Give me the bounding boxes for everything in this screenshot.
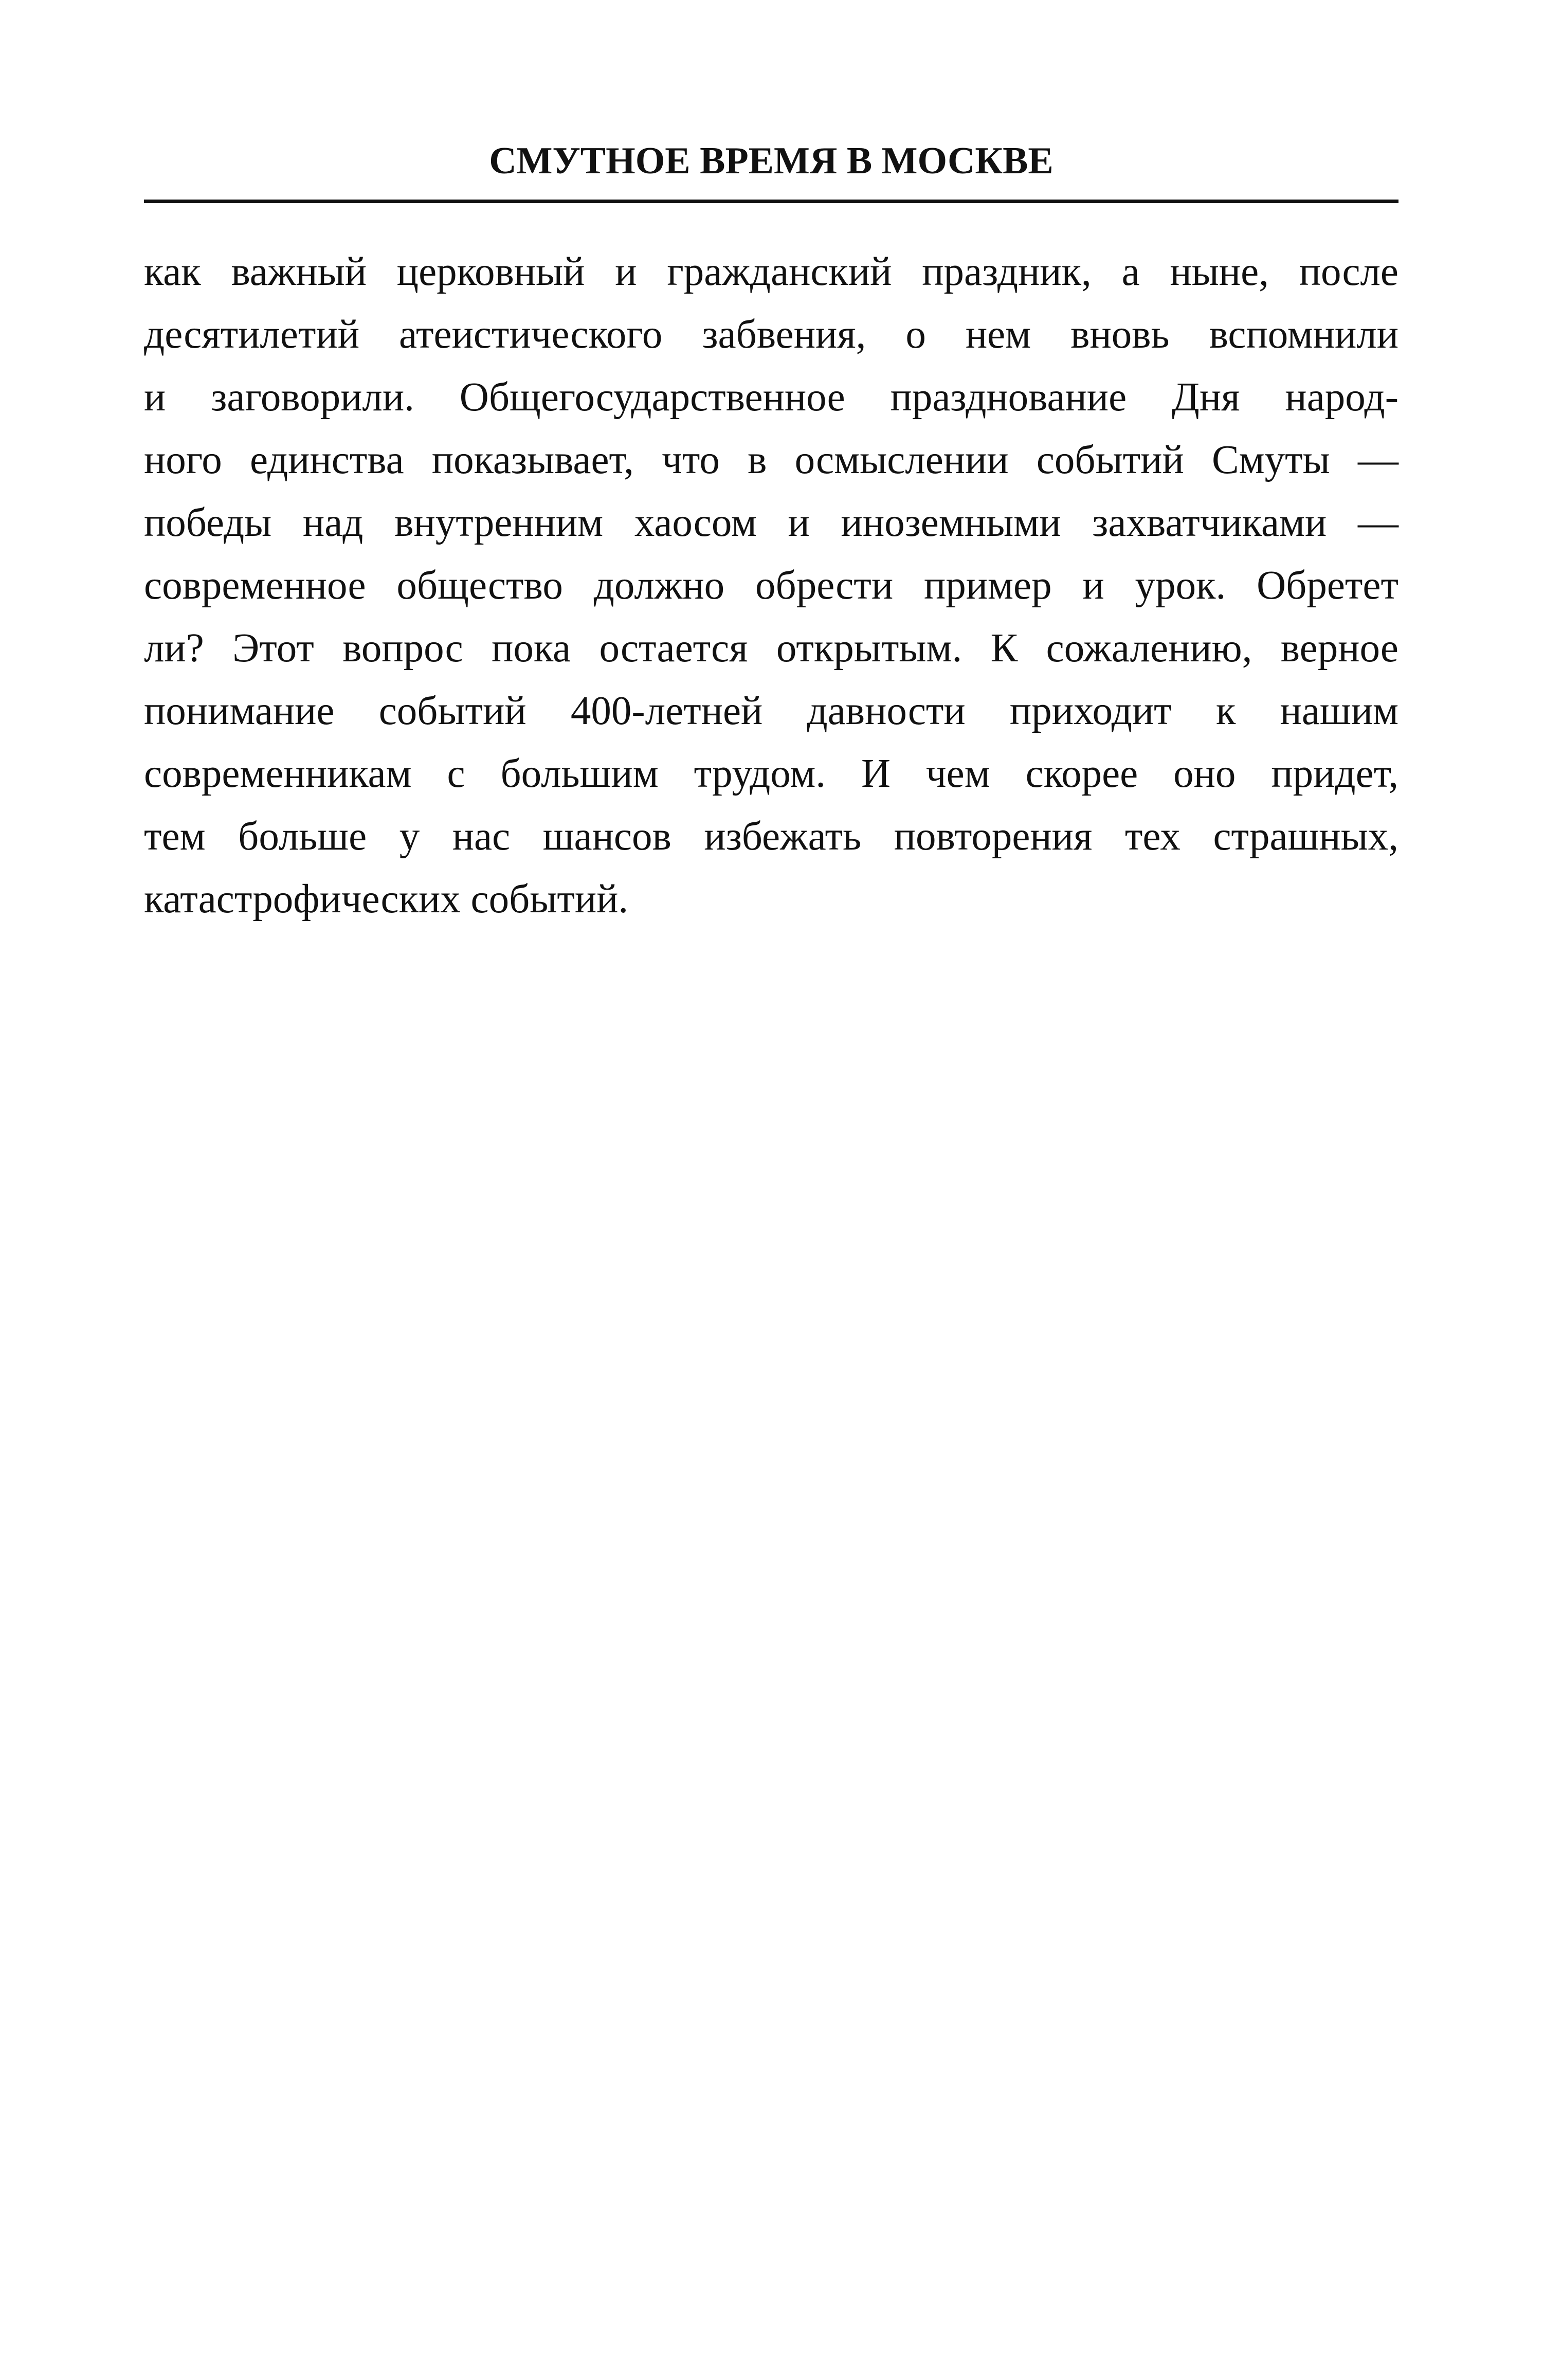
text-line: тем больше у нас шансов избежать повторения тех страшных,	[144, 814, 1398, 859]
text-line: катастрофических событий.	[144, 877, 629, 922]
running-header: СМУТНОЕ ВРЕМЯ В МОСКВЕ	[489, 140, 1053, 182]
text-line: понимание событий 400-летней давности приходит к нашим	[144, 689, 1398, 733]
header-divider	[144, 200, 1398, 203]
text-line: десятилетий атеистического забвения, о нем вновь вспомнили	[144, 312, 1398, 357]
text-line: победы над внутренним хаосом и иноземными захватчиками —	[144, 500, 1398, 545]
text-line: ного единства показывает, что в осмыслении событий Смуты —	[144, 438, 1398, 482]
text-line: как важный церковный и гражданский праздник, а ныне, после	[144, 249, 1398, 294]
text-line: современникам с большим трудом. И чем скорее оно придет,	[144, 751, 1398, 796]
text-line: и заговорили. Общегосударственное празднование Дня народ-	[144, 375, 1398, 420]
text-line: современное общество должно обрести пример и урок. Обретет	[144, 563, 1398, 608]
text-line: ли? Этот вопрос пока остается открытым. К сожалению, верное	[144, 626, 1398, 671]
body-paragraph	[144, 241, 1398, 931]
